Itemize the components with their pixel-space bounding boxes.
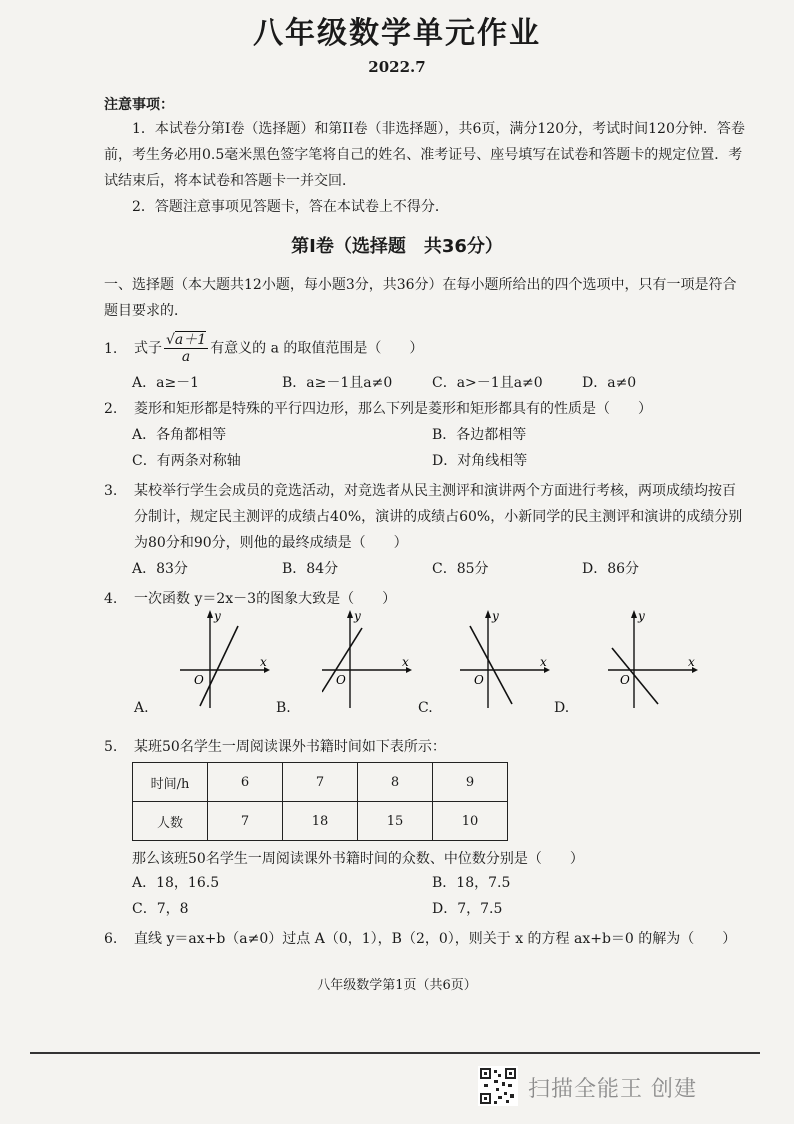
section-title: 第Ⅰ卷（选择题 共36分） (291, 236, 503, 257)
table-cell: 15 (358, 802, 433, 841)
divider (30, 1052, 760, 1054)
notice-heading: 注意事项： (104, 97, 174, 113)
question-5 (104, 734, 746, 760)
origin-label: O (474, 673, 484, 687)
question-1-pre: 式子 (134, 340, 162, 357)
graph-a-label: A. (134, 700, 149, 716)
graph-d-label: D. (554, 700, 570, 716)
question-3-text: 某校举行学生会成员的竞选活动，对竞选者从民主测评和演讲两个方面进行考核，两项成绩均按百分制计，规定民主测评的成绩占40%，演讲的成绩占60%，小新同学的民主测评和演讲的成绩分别为80分和90分，则他的最终成绩是（ ） (134, 483, 743, 551)
option-c: C．有两条对称轴 (132, 453, 241, 469)
option-a: A．a≥－1 (132, 375, 200, 391)
option-d: D．对角线相等 (432, 453, 528, 469)
scanner-watermark: 扫描全能王 创建 (528, 1077, 697, 1102)
option-b: B．18，7.5 (432, 875, 511, 891)
option-a: A．各角都相等 (132, 427, 227, 443)
table-cell: 8 (358, 763, 433, 802)
question-5-question: 那么该班50名学生一周阅读课外书籍时间的众数、中位数分别是（ ） (132, 851, 584, 867)
option-a: A．18，16.5 (132, 875, 220, 891)
axis-x-label: x (688, 655, 695, 669)
part-intro: 一、选择题（本大题共12小题，每小题3分，共36分）在每小题所给出的四个选项中，只有一项是符合题目要求的． (104, 277, 737, 319)
question-number: 6. (104, 931, 118, 947)
table-cell: 时间/h (133, 763, 208, 802)
table-cell: 7 (283, 763, 358, 802)
question-number: 2. (104, 401, 118, 417)
question-6-text: 直线 y＝ax+b（a≠0）过点 A（0，1），B（2，0），则关于 x 的方程 ax+b＝0 的解为（ ） (134, 931, 737, 947)
axis-x-label: x (402, 655, 409, 669)
question-number: 3. (104, 483, 118, 499)
table-row (133, 802, 508, 841)
option-c: C．7，8 (132, 901, 189, 917)
origin-label: O (194, 673, 204, 687)
option-c: C．a>－1且a≠0 (432, 375, 543, 391)
axis-x-label: x (540, 655, 547, 669)
graph-c-label: C. (418, 700, 433, 716)
question-5-options-row-1 (132, 872, 732, 892)
table-cell: 6 (208, 763, 283, 802)
page-title: 八年级数学单元作业 (253, 16, 541, 51)
axis-y-label: y (638, 609, 645, 623)
question-2-options-row-1 (132, 424, 732, 444)
question-2 (104, 396, 746, 422)
axis-x-label: x (260, 655, 267, 669)
graph-a (180, 608, 270, 708)
option-d: D．86分 (582, 561, 640, 577)
question-4-text: 一次函数 y＝2x－3的图象大致是（ ） (134, 591, 397, 607)
reading-time-table (132, 762, 508, 841)
graph-c (460, 608, 550, 708)
graph-b (322, 608, 412, 708)
notice-item-2: 2．答题注意事项见答题卡，答在本试卷上不得分． (132, 199, 449, 215)
question-number: 1. (104, 340, 118, 357)
option-b: B．84分 (282, 561, 339, 577)
question-5-text: 某班50名学生一周阅读课外书籍时间如下表所示： (134, 739, 446, 755)
axis-y-label: y (354, 609, 361, 623)
question-2-text: 菱形和矩形都是特殊的平行四边形，那么下列是菱形和矩形都具有的性质是（ ） (134, 401, 652, 417)
question-3 (104, 478, 746, 556)
question-6 (104, 926, 746, 952)
axis-y-label: y (492, 609, 499, 623)
question-3-options (132, 558, 732, 578)
qr-code-icon (478, 1066, 518, 1106)
table-cell: 人数 (133, 802, 208, 841)
notice-item-1: 1．本试卷分第Ⅰ卷（选择题）和第II卷（非选择题），共6页，满分120分，考试时间120分钟．答卷前，考生务必用0.5毫米黑色签字笔将自己的姓名、准考证号、座号填写在试卷和答题卡的规定位置．考试结束后，将本试卷和答题卡一并交回． (104, 121, 745, 189)
question-1 (104, 332, 746, 365)
option-b: B．各边都相等 (432, 427, 527, 443)
table-cell: 7 (208, 802, 283, 841)
origin-label: O (336, 673, 346, 687)
exam-date: 2022.7 (368, 58, 426, 76)
question-number: 4. (104, 591, 118, 607)
question-1-options (132, 372, 732, 392)
axis-y-label: y (214, 609, 221, 623)
table-cell: 18 (283, 802, 358, 841)
question-number: 5. (104, 739, 118, 755)
origin-label: O (620, 673, 630, 687)
option-a: A．83分 (132, 561, 188, 577)
fraction-denominator: a (181, 349, 191, 365)
page-footer: 八年级数学第1页（共6页） (317, 978, 477, 993)
graph-d (608, 608, 698, 708)
question-5-options-row-2 (132, 898, 732, 918)
fraction-numerator: a＋1 (174, 332, 207, 348)
question-1-post: 有意义的 a 的取值范围是（ ） (210, 340, 424, 357)
option-b: B．a≥－1且a≠0 (282, 375, 393, 391)
question-2-options-row-2 (132, 450, 732, 470)
table-row (133, 763, 508, 802)
fraction: $\frac{√a+1}{a}$ (166, 332, 207, 365)
table-cell: 9 (433, 763, 508, 802)
table-cell: 10 (433, 802, 508, 841)
option-d: D．7，7.5 (432, 901, 503, 917)
option-c: C．85分 (432, 561, 489, 577)
graph-b-label: B. (276, 700, 291, 716)
option-d: D．a≠0 (582, 375, 637, 391)
